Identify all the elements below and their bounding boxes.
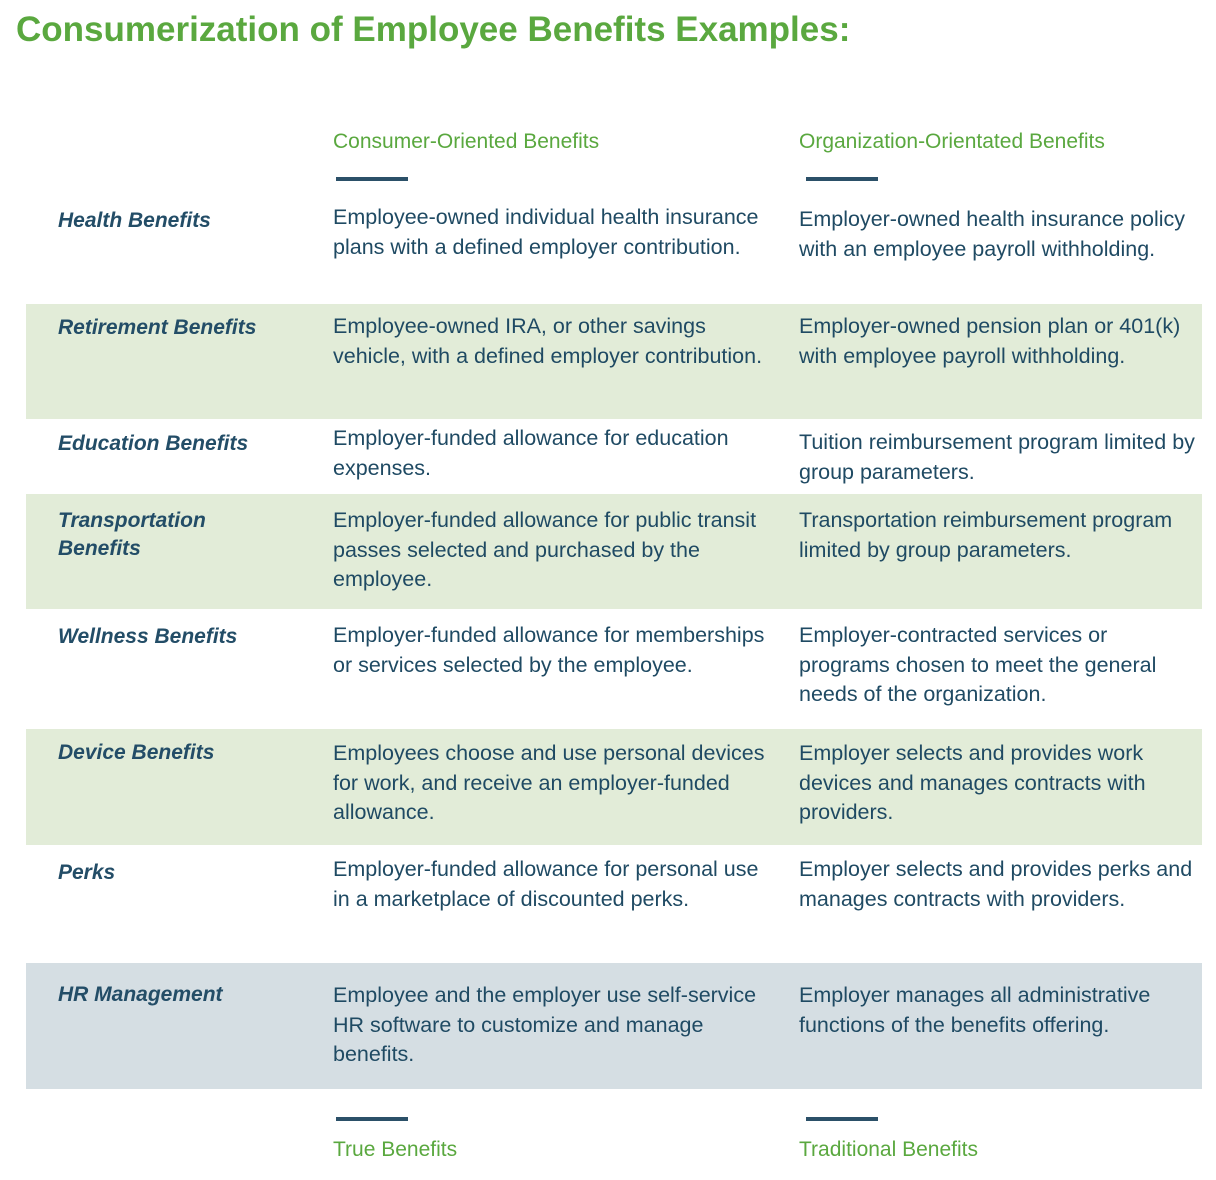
- table-row-device: [26, 729, 1202, 845]
- table-row-hr-management: [26, 963, 1202, 1089]
- table-row-transportation: [26, 494, 1202, 609]
- cell-consumer: Employer-funded allowance for public transit passes selected and purchased by the employee.: [333, 508, 757, 591]
- row-label: Device Benefits: [58, 741, 215, 764]
- divider-bottom-organization: [806, 1117, 878, 1121]
- row-label: Transportation Benefits: [58, 509, 206, 560]
- row-label: Wellness Benefits: [58, 625, 238, 648]
- cell-consumer: Employer-funded allowance for memberships or services selected by the employee.: [333, 623, 765, 677]
- divider-top-organization: [806, 177, 878, 181]
- table-row-retirement: [26, 304, 1202, 419]
- row-label: HR Management: [58, 983, 223, 1006]
- cell-organization: Transportation reimbursement program limited by group parameters.: [799, 508, 1173, 562]
- cell-consumer: Employee and the employer use self-service HR software to customize and manage benefits.: [333, 983, 757, 1066]
- footer-label-consumer: True Benefits: [333, 1138, 458, 1161]
- table-row-perks: [26, 845, 1202, 963]
- footer-label-organization: Traditional Benefits: [799, 1138, 978, 1161]
- table-row-health: [26, 195, 1202, 303]
- row-label: Retirement Benefits: [58, 316, 257, 339]
- cell-consumer: Employer-funded allowance for personal use in a marketplace of discounted perks.: [333, 857, 759, 911]
- divider-bottom-consumer: [336, 1117, 408, 1121]
- cell-consumer: Employer-funded allowance for education expenses.: [333, 426, 729, 480]
- cell-organization: Employer-contracted services or programs chosen to meet the general needs of the organization.: [799, 623, 1157, 706]
- row-label: Education Benefits: [58, 432, 249, 455]
- cell-organization: Employer selects and provides perks and manages contracts with providers.: [799, 857, 1193, 911]
- cell-organization: Employer selects and provides work devices and manages contracts with providers.: [799, 741, 1146, 824]
- table-row-education: [26, 419, 1202, 494]
- divider-top-consumer: [336, 177, 408, 181]
- column-header-consumer: Consumer-Oriented Benefits: [333, 130, 600, 153]
- cell-organization: Employer manages all administrative functions of the benefits offering.: [799, 983, 1151, 1037]
- table-row-wellness: [26, 609, 1202, 729]
- cell-organization: Employer-owned pension plan or 401(k) with employee payroll withholding.: [799, 314, 1181, 368]
- column-header-organization: Organization-Orientated Benefits: [799, 130, 1105, 153]
- cell-consumer: Employees choose and use personal devices for work, and receive an employer-funded allowance.: [333, 741, 765, 824]
- page-title: Consumerization of Employee Benefits Examples:: [16, 10, 851, 49]
- cell-consumer: Employee-owned individual health insurance plans with a defined employer contribution.: [333, 205, 759, 259]
- cell-consumer: Employee-owned IRA, or other savings vehicle, with a defined employer contribution.: [333, 314, 763, 368]
- row-label: Health Benefits: [58, 209, 211, 232]
- cell-organization: Tuition reimbursement program limited by group parameters.: [799, 430, 1195, 484]
- row-label: Perks: [58, 861, 116, 884]
- cell-organization: Employer-owned health insurance policy with an employee payroll withholding.: [799, 207, 1186, 261]
